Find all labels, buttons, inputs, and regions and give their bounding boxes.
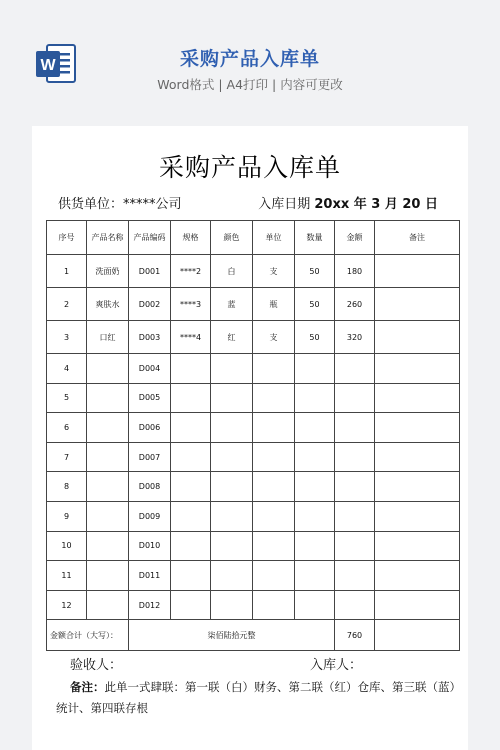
table-cell xyxy=(87,501,129,531)
document-page xyxy=(32,126,468,750)
table-cell xyxy=(375,383,460,413)
table-cell xyxy=(335,501,375,531)
table-cell: 口红 xyxy=(87,321,129,354)
table-cell: ****3 xyxy=(171,288,211,321)
table-cell xyxy=(171,590,211,620)
table-cell xyxy=(295,383,335,413)
table-cell xyxy=(253,442,295,472)
table-cell: 12 xyxy=(47,590,87,620)
svg-text:W: W xyxy=(40,57,56,74)
table-cell xyxy=(295,531,335,561)
table-cell xyxy=(171,354,211,384)
table-row xyxy=(47,288,460,321)
table-cell: 洗面奶 xyxy=(87,255,129,288)
table-cell xyxy=(335,413,375,443)
table-cell: 2 xyxy=(47,288,87,321)
table-cell: 7 xyxy=(47,442,87,472)
supplier-line: 供货单位：*****公司 xyxy=(58,197,182,212)
table-cell xyxy=(375,472,460,502)
table-cell xyxy=(295,501,335,531)
table-cell xyxy=(295,590,335,620)
table-cell xyxy=(375,255,460,288)
table-cell: 爽肤水 xyxy=(87,288,129,321)
column-header: 序号 xyxy=(47,221,87,255)
table-cell: 蓝 xyxy=(211,288,253,321)
table-cell: 11 xyxy=(47,561,87,591)
table-cell xyxy=(295,442,335,472)
table-cell: 260 xyxy=(335,288,375,321)
table-cell xyxy=(253,590,295,620)
table-cell: 5 xyxy=(47,383,87,413)
table-cell xyxy=(335,590,375,620)
remark-label: 备注： xyxy=(70,680,105,694)
document-title: 采购产品入库单 xyxy=(158,153,341,182)
table-cell: 4 xyxy=(47,354,87,384)
table-row xyxy=(47,590,460,620)
table-row xyxy=(47,501,460,531)
table-cell xyxy=(375,413,460,443)
total-row xyxy=(47,620,460,651)
table-cell xyxy=(375,288,460,321)
table-row xyxy=(47,561,460,591)
total-in-words: 柒佰陆拾元整 xyxy=(129,620,335,651)
receiver-label: 入库人： xyxy=(310,658,363,673)
table-cell: 9 xyxy=(47,501,87,531)
table-cell: D009 xyxy=(129,501,171,531)
table-cell xyxy=(211,472,253,502)
table-cell xyxy=(211,413,253,443)
table-cell: 50 xyxy=(295,288,335,321)
table-row xyxy=(47,255,460,288)
table-cell: 50 xyxy=(295,255,335,288)
table-row xyxy=(47,442,460,472)
table-cell: D011 xyxy=(129,561,171,591)
acceptor-label: 验收人： xyxy=(70,658,123,673)
banner xyxy=(0,0,500,112)
column-header: 金额 xyxy=(335,221,375,255)
column-header: 备注 xyxy=(375,221,460,255)
total-amount: 760 xyxy=(335,620,375,651)
column-header: 单位 xyxy=(253,221,295,255)
total-label: 金额合计（大写）： xyxy=(47,620,129,651)
table-row xyxy=(47,383,460,413)
table-cell xyxy=(335,561,375,591)
table-cell: ****4 xyxy=(171,321,211,354)
entry-date-label: 入库日期 xyxy=(258,197,311,212)
table-cell xyxy=(87,413,129,443)
table-cell: 8 xyxy=(47,472,87,502)
total-remark-cell xyxy=(375,620,460,651)
table-cell xyxy=(253,561,295,591)
table-cell xyxy=(335,354,375,384)
table-cell: 支 xyxy=(253,255,295,288)
table-cell xyxy=(253,531,295,561)
table-cell xyxy=(211,590,253,620)
table-cell xyxy=(211,383,253,413)
table-cell: D006 xyxy=(129,413,171,443)
table-cell xyxy=(253,413,295,443)
table-cell: D010 xyxy=(129,531,171,561)
table-row xyxy=(47,321,460,354)
table-cell: 10 xyxy=(47,531,87,561)
table-cell xyxy=(335,442,375,472)
table-cell: 1 xyxy=(47,255,87,288)
table-cell xyxy=(171,413,211,443)
remark-text: 此单一式肆联：第一联（白）财务、第二联（红）仓库、第三联（蓝）统计、第四联存根 xyxy=(56,680,456,715)
table-cell: 320 xyxy=(335,321,375,354)
table-cell xyxy=(295,354,335,384)
table-cell: D007 xyxy=(129,442,171,472)
table-cell xyxy=(375,590,460,620)
table-cell xyxy=(87,383,129,413)
table-cell xyxy=(375,531,460,561)
table-cell xyxy=(253,383,295,413)
table-cell xyxy=(335,472,375,502)
table-cell xyxy=(87,561,129,591)
table-cell xyxy=(211,531,253,561)
column-header: 规格 xyxy=(171,221,211,255)
table-row xyxy=(47,531,460,561)
table-cell: D002 xyxy=(129,288,171,321)
table-cell xyxy=(375,501,460,531)
table-cell xyxy=(171,531,211,561)
table-row xyxy=(47,354,460,384)
banner-subtitle: Word格式 | A4打印 | 内容可更改 xyxy=(157,77,343,92)
column-header: 产品名称 xyxy=(87,221,129,255)
table-cell xyxy=(87,354,129,384)
table-header-row xyxy=(47,221,460,255)
entry-date-line xyxy=(258,193,438,212)
table-cell xyxy=(211,501,253,531)
table-cell: D001 xyxy=(129,255,171,288)
table-cell: 瓶 xyxy=(253,288,295,321)
table-cell xyxy=(211,561,253,591)
table-cell xyxy=(335,531,375,561)
table-cell xyxy=(253,354,295,384)
table-cell: ****2 xyxy=(171,255,211,288)
table-cell xyxy=(171,501,211,531)
column-header: 数量 xyxy=(295,221,335,255)
table-cell xyxy=(253,501,295,531)
table-cell: 支 xyxy=(253,321,295,354)
table-row xyxy=(47,413,460,443)
table-cell xyxy=(295,413,335,443)
column-header: 产品编码 xyxy=(129,221,171,255)
table-cell xyxy=(171,383,211,413)
table-cell: D008 xyxy=(129,472,171,502)
table-cell xyxy=(375,321,460,354)
table-cell xyxy=(375,442,460,472)
table-cell: D004 xyxy=(129,354,171,384)
table-cell: 白 xyxy=(211,255,253,288)
remark-note xyxy=(56,677,456,719)
table-cell xyxy=(87,442,129,472)
table-cell xyxy=(171,442,211,472)
banner-title: 采购产品入库单 xyxy=(179,48,320,70)
table-cell xyxy=(87,472,129,502)
table-cell: D012 xyxy=(129,590,171,620)
table-cell xyxy=(87,590,129,620)
entry-date-value: 20xx 年 3 月 20 日 xyxy=(314,197,438,212)
table-cell xyxy=(253,472,295,502)
table-row xyxy=(47,472,460,502)
table-cell: 红 xyxy=(211,321,253,354)
table-cell xyxy=(171,561,211,591)
table-cell xyxy=(295,561,335,591)
table-cell xyxy=(295,472,335,502)
table-body xyxy=(47,255,460,620)
table-cell: D003 xyxy=(129,321,171,354)
table-cell: 50 xyxy=(295,321,335,354)
table-cell: 3 xyxy=(47,321,87,354)
table-cell xyxy=(335,383,375,413)
table-cell xyxy=(171,472,211,502)
table-cell xyxy=(87,531,129,561)
column-header: 颜色 xyxy=(211,221,253,255)
table-cell xyxy=(211,442,253,472)
table-cell: 180 xyxy=(335,255,375,288)
inventory-table xyxy=(46,220,460,651)
table-cell: D005 xyxy=(129,383,171,413)
table-cell xyxy=(375,561,460,591)
table-cell: 6 xyxy=(47,413,87,443)
table-cell xyxy=(375,354,460,384)
table-cell xyxy=(211,354,253,384)
